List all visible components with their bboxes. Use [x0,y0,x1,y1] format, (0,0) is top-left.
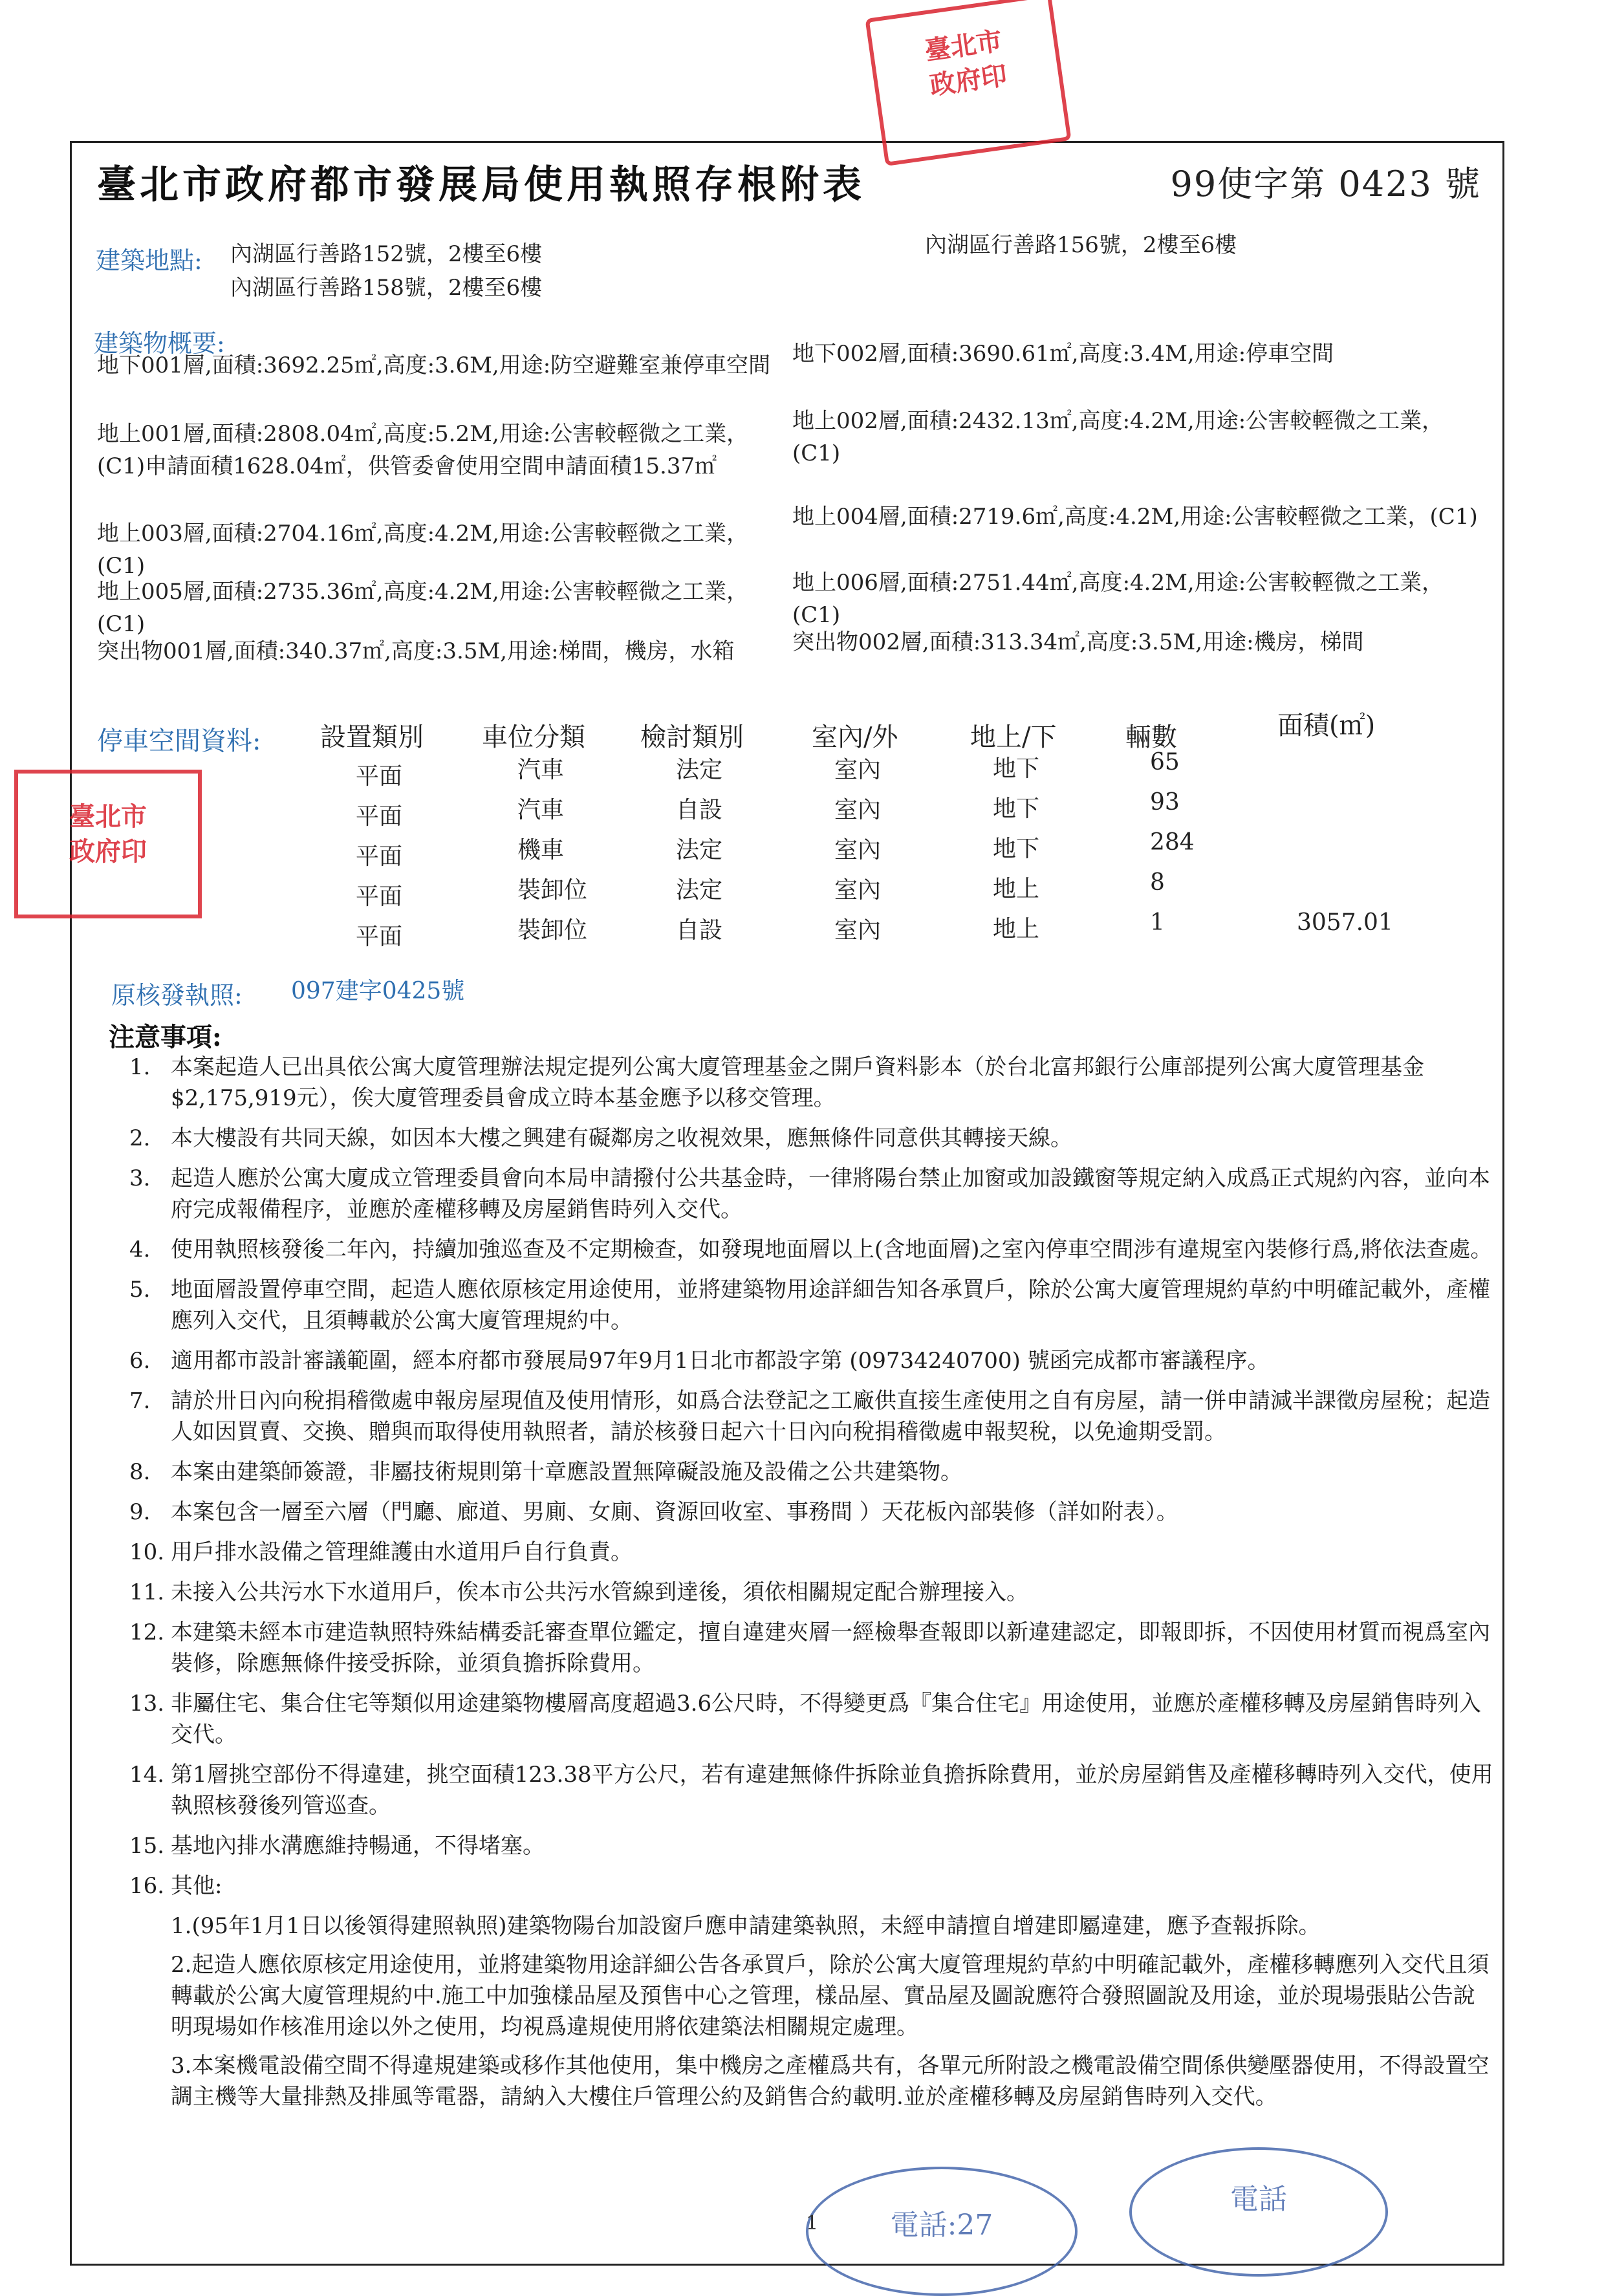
notice-item [129,1234,1494,1265]
parking-cell-setup: 平面 [356,924,403,950]
overview-label: 建築物概要: [94,329,225,358]
notice-item [129,1163,1494,1225]
phone-stamp: 電話 [1129,2147,1388,2277]
parking-cell-setup: 平面 [356,803,403,830]
notice-item [129,1385,1494,1447]
phone-stamp: 電話:27 [806,2167,1078,2296]
notice-subitem: 2.起造人應依原核定用途使用，並將建築物用途詳細公告各承買戶，除於公寓大廈管理規約草約中明確記載外，產權移轉應列入交代且須轉載於公寓大廈管理規約中.施工中加強樣品屋及預售中心之管理，樣品屋、實品屋及圖說應符合發照圖說及用途，並於現場張貼公告說明現場如作核准用途以外之使用，均視爲違規使用將依建築法相關規定處理。 [171,1952,1490,2040]
notice-text: 本案由建築師簽證，非屬技術規則第十章應設置無障礙設施及設備之公共建築物。 [171,1459,962,1485]
notice-item [129,1537,1494,1568]
parking-cell-setup: 平面 [356,763,403,790]
notice-item [129,1345,1494,1376]
notice-text: 未接入公共污水下水道用戶，俟本市公共污水管線到達後，須依相關規定配合辦理接入。 [171,1579,1028,1605]
notice-number: 10. [129,1539,165,1565]
floor-6f: 地上006層,面積:2751.44㎡,高度:4.2M,用途:公害較輕微之工業，(C1) [792,570,1444,628]
notice-text: 第1層挑空部份不得違建，挑空面積123.38平方公尺，若有違建無條件拆除並負擔拆除費用，並於房屋銷售及產權移轉時列入交代，使用執照核發後列管巡查。 [171,1762,1493,1819]
parking-cell-review: 法定 [676,837,723,863]
parking-cell-indoor: 室內 [834,837,882,863]
parking-cell-review: 自設 [676,797,723,823]
parking-cell-count: 93 [1150,789,1180,816]
notice-number: 13. [129,1691,165,1717]
parking-label: 停車空間資料: [97,726,261,756]
notice-number: 9. [129,1499,151,1525]
notice-item [129,1870,1494,1901]
parking-header-setup: 設置類別 [320,722,424,752]
notice-item [129,1617,1494,1679]
floor-b1: 地下001層,面積:3692.25㎡,高度:3.6M,用途:防空避難室兼停車空間 [97,352,771,378]
parking-cell-area: 3057.01 [1297,909,1393,936]
parking-cell-level: 地上 [993,876,1040,902]
header [78,147,1501,219]
official-seal-top: 臺北市 政府印 [865,0,1071,166]
parking-cell-level: 地下 [993,836,1040,862]
parking-cell-type: 裝卸位 [517,877,588,904]
parking-header-level: 地上/下 [970,722,1057,752]
notice-text: 非屬住宅、集合住宅等類似用途建築物樓層高度超過3.6公尺時，不得變更爲『集合住宅』用途使用，並應於產權移轉及房屋銷售時列入交代。 [171,1691,1482,1748]
notice-subitem: 1.(95年1月1日以後領得建照執照)建築物陽台加設窗戶應申請建築執照，未經申請擅自增建即屬違建，應予查報拆除。 [171,1913,1321,1939]
notice-number: 14. [129,1762,165,1788]
notice-text: 請於卅日內向稅捐稽徵處申報房屋現值及使用情形，如爲合法登記之工廠供直接生產使用之自有房屋，請一併申請減半課徵房屋稅；起造人如因買賣、交換、贈與而取得使用執照者，請於核發日起六十日內向稅捐稽徵處申報契稅，以免逾期受罰。 [171,1388,1490,1445]
parking-cell-review: 法定 [676,757,723,783]
notice-text: 使用執照核發後二年內，持續加強巡查及不定期檢查，如發現地面層以上(含地面層)之室內停車空間涉有違規室內裝修行爲,將依法查處。 [171,1237,1493,1262]
parking-cell-indoor: 室內 [834,877,882,904]
floor-1f: 地上001層,面積:2808.04㎡,高度:5.2M,用途:公害較輕微之工業，(C1)申請面積1628.04㎡，供管委會使用空間申請面積15.37㎡ [97,421,749,479]
address-3: 內湖區行善路158號，2樓至6樓 [230,275,543,301]
floor-3f: 地上003層,面積:2704.16㎡,高度:4.2M,用途:公害較輕微之工業，(C1) [97,521,749,579]
parking-cell-level: 地上 [993,916,1040,942]
notice-text: 適用都市設計審議範圍，經本府都市發展局97年9月1日北市都設字第 (09734240700) 號函完成都市審議程序。 [171,1348,1270,1374]
floor-2f: 地上002層,面積:2432.13㎡,高度:4.2M,用途:公害較輕微之工業，(C1) [792,408,1444,466]
page-number: 1 [806,2212,819,2235]
notice-subitem: 3.本案機電設備空間不得違規建築或移作其他使用，集中機房之產權爲共有，各單元所附設之機電設備空間係供變壓器使用，不得設置空調主機等大量排熱及排風等電器，請納入大樓住戶管理公約及銷售合約載明.並於產權移轉及房屋銷售時列入交代。 [171,2053,1490,2110]
notice-text: 地面層設置停車空間，起造人應依原核定用途使用，並將建築物用途詳細告知各承買戶，除於公寓大廈管理規約草約中明確記載外，產權應列入交代，且須轉載於公寓大廈管理規約中。 [171,1277,1490,1334]
notice-number: 4. [129,1237,151,1262]
notice-number: 5. [129,1277,151,1303]
parking-header-count: 輛數 [1125,722,1177,752]
notice-text: 本建築未經本市建造執照特殊結構委託審查單位鑑定，擅自違建夾層一經檢舉查報即以新違建認定，即報即拆，不因使用材質而視爲室內裝修，除應無條件接受拆除，並須負擔拆除費用。 [171,1619,1490,1676]
notice-number: 8. [129,1459,151,1485]
parking-header-area: 面積(㎡) [1277,711,1376,741]
notice-text: 本案起造人已出具依公寓大廈管理辦法規定提列公寓大廈管理基金之開戶資料影本（於台北富邦銀行公庫部提列公寓大廈管理基金$2,175,919元），俟大廈管理委員會成立時本基金應予以移交管理。 [171,1054,1424,1111]
floor-4f: 地上004層,面積:2719.6㎡,高度:4.2M,用途:公害較輕微之工業，(C1) [792,504,1478,530]
parking-header-type: 車位分類 [482,722,585,752]
notice-item [129,1457,1494,1488]
notice-item [129,1577,1494,1608]
parking-cell-indoor: 室內 [834,917,882,944]
parking-row [0,789,1604,838]
parking-cell-indoor: 室內 [834,757,882,783]
notice-text: 本案包含一層至六層（門廳、廊道、男廁、女廁、資源回收室、事務間 ）天花板內部裝修（詳如附表）。 [171,1499,1178,1525]
address-1: 內湖區行善路152號，2樓至6樓 [230,241,543,267]
notice-item [129,1759,1494,1821]
parking-cell-count: 1 [1150,909,1165,936]
parking-cell-count: 284 [1150,829,1195,856]
notice-item [129,1497,1494,1528]
parking-cell-level: 地下 [993,755,1040,782]
parking-cell-review: 自設 [676,917,723,944]
notice-number: 16. [129,1873,165,1899]
parking-cell-type: 汽車 [517,757,565,783]
official-seal-left: 臺北市 政府印 [14,770,202,918]
parking-cell-type: 機車 [517,837,565,863]
parking-cell-count: 8 [1150,869,1165,896]
notice-text: 起造人應於公寓大廈成立管理委員會向本局申請撥付公共基金時，一律將陽台禁止加窗或加設鐵窗等規定納入成爲正式規約內容，並向本府完成報備程序，並應於產權移轉及房屋銷售時列入交代。 [171,1165,1490,1222]
notice-text: 本大樓設有共同天線，如因本大樓之興建有礙鄰房之收視效果，應無條件同意供其轉接天線。 [171,1125,1072,1151]
floor-r2: 突出物002層,面積:313.34㎡,高度:3.5M,用途:機房，梯間 [792,629,1364,655]
parking-cell-setup: 平面 [356,883,403,910]
notice-item [129,1123,1494,1154]
notice-item [129,1830,1494,1861]
floor-r1: 突出物001層,面積:340.37㎡,高度:3.5M,用途:梯間，機房，水箱 [97,638,735,664]
location-label: 建築地點: [96,246,202,275]
floor-b2: 地下002層,面積:3690.61㎡,高度:3.4M,用途:停車空間 [792,341,1334,367]
notice-number: 6. [129,1348,151,1374]
parking-cell-type: 汽車 [517,797,565,823]
parking-cell-count: 65 [1150,749,1180,775]
original-permit-label: 原核發執照: [111,981,243,1010]
page-title: 臺北市政府都市發展局使用執照存根附表 [97,162,865,208]
notice-number: 2. [129,1125,151,1151]
parking-cell-setup: 平面 [356,843,403,870]
parking-header-indoor: 室內/外 [812,722,898,752]
parking-row [0,909,1604,958]
notice-number: 11. [129,1579,165,1605]
notice-item [129,1052,1494,1114]
notice-text: 其他: [171,1873,222,1899]
parking-row [0,749,1604,798]
notice-item [129,1274,1494,1336]
floor-5f: 地上005層,面積:2735.36㎡,高度:4.2M,用途:公害較輕微之工業，(C1) [97,579,749,637]
original-permit-value: 097建字0425號 [291,978,465,1004]
permit-number: 99使字第 0423 號 [1170,164,1481,204]
parking-cell-level: 地下 [993,796,1040,822]
notice-text: 基地內排水溝應維持暢通，不得堵塞。 [171,1833,545,1859]
notice-item [129,1688,1494,1750]
notice-text: 用戶排水設備之管理維護由水道用戶自行負責。 [171,1539,633,1565]
notices-list [129,1052,1494,2120]
notice-number: 3. [129,1165,151,1191]
parking-cell-review: 法定 [676,877,723,904]
parking-cell-indoor: 室內 [834,797,882,823]
notice-number: 15. [129,1833,165,1859]
notices-label: 注意事項: [109,1022,222,1052]
notice-number: 12. [129,1619,165,1645]
parking-cell-type: 裝卸位 [517,917,588,944]
notice-number: 7. [129,1388,151,1414]
parking-header-review: 檢討類別 [640,722,744,752]
address-2: 內湖區行善路156號，2樓至6樓 [925,232,1237,258]
notice-number: 1. [129,1054,151,1080]
